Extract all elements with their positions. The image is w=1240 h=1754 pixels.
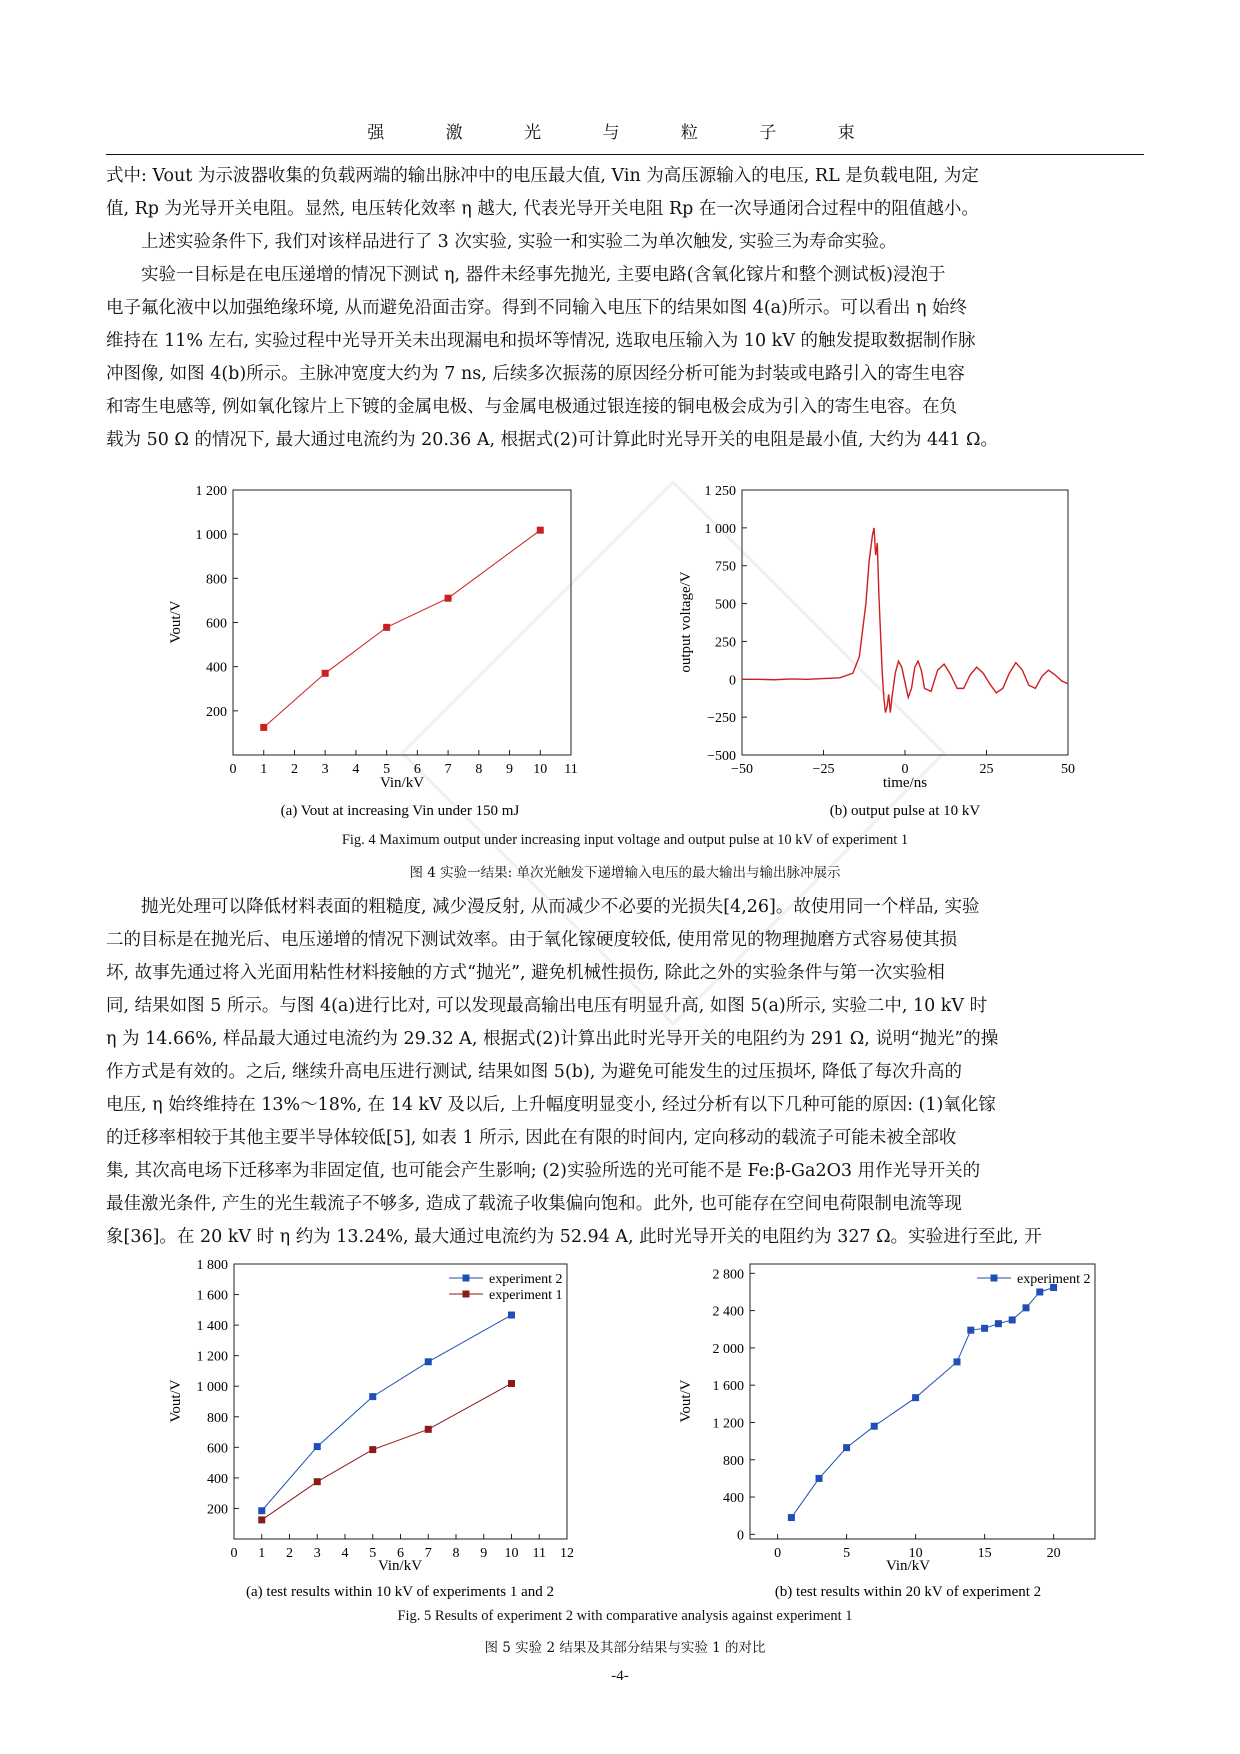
data-point — [425, 1358, 432, 1365]
series-line-1 — [262, 1315, 512, 1511]
p4-line: 二的目标是在抛光后、电压递增的情况下测试效率。由于氧化镓硬度较低, 使用常见的物理抛磨方式容易使其损 — [106, 930, 958, 950]
x-tick-label: 20 — [1046, 1546, 1061, 1561]
x-tick-label: 0 — [774, 1546, 782, 1561]
x-tick-label: 10 — [533, 762, 548, 777]
p4-line: 集, 其次高电场下迁移率为非固定值, 也可能会产生影响; (2)实验所选的光可能不是 Fe:β-Ga2O3 用作光导开关的 — [106, 1161, 981, 1181]
y-tick-label: 0 — [737, 1528, 744, 1544]
p4-line: 电压, η 始终维持在 13%～18%, 在 14 kV 及以后, 上升幅度明显变小, 经过分析有以下几种可能的原因: (1)氧化镓 — [106, 1095, 996, 1115]
x-tick-label: 5 — [383, 762, 391, 777]
fig5a-chart — [150, 1256, 600, 1601]
page-number: -4- — [611, 1668, 629, 1684]
y-tick-label: 750 — [715, 559, 736, 575]
p4-line: 的迁移率相较于其他主要半导体较低[5], 如表 1 所示, 因此在有限的时间内, 定向移动的载流子可能未被全部收 — [106, 1128, 957, 1148]
y-tick-label: 800 — [207, 1410, 228, 1426]
x-tick-label: 12 — [560, 1546, 574, 1561]
x-tick-label: 9 — [506, 762, 514, 777]
p4-line: 象[36]。在 20 kV 时 η 约为 13.24%, 最大通过电流约为 52.94 A, 此时光导开关的电阻约为 327 Ω。实验进行至此, 开 — [106, 1227, 1042, 1247]
paragraph-4 — [106, 891, 1144, 1254]
data-point — [1023, 1304, 1030, 1311]
fig4-caption-zh: 图 4 实验一结果: 单次光触发下递增输入电压的最大输出与输出脉冲展示 — [409, 865, 841, 881]
data-point — [260, 724, 267, 731]
fig5-caption-en: Fig. 5 Results of experiment 2 with comparative analysis against experiment 1 — [397, 1608, 853, 1624]
legend-marker — [991, 1275, 998, 1282]
x-tick-label: 6 — [413, 762, 421, 777]
data-point — [995, 1320, 1002, 1327]
data-point — [369, 1393, 376, 1400]
x-tick-label: 5 — [843, 1546, 851, 1561]
y-tick-label: 1 800 — [196, 1258, 228, 1273]
data-point — [508, 1380, 515, 1387]
y-tick-label: 600 — [207, 1441, 228, 1457]
paragraph-1 — [106, 160, 1144, 226]
p3-line: 载为 50 Ω 的情况下, 最大通过电流约为 20.36 A, 根据式(2)可计算此时光导开关的电阻是最小值, 大约为 441 Ω。 — [106, 430, 999, 450]
data-point — [445, 595, 452, 602]
fig5b-subcaption: (b) test results within 20 kV of experiment 2 — [774, 1584, 1042, 1600]
fig4a-subcaption: (a) Vout at increasing Vin under 150 mJ — [280, 803, 520, 819]
y-tick-label: 1 200 — [196, 1349, 228, 1365]
fig4a-xlabel: Vin/kV — [379, 775, 425, 791]
x-tick-label: 6 — [397, 1546, 404, 1561]
data-point — [383, 624, 390, 631]
p4-line: 同, 结果如图 5 所示。与图 4(a)进行比对, 可以发现最高输出电压有明显升高, 如图 5(a)所示, 实验二中, 10 kV 时 — [106, 996, 988, 1016]
series-line-1 — [264, 530, 541, 727]
y-tick-label: 1 000 — [195, 528, 227, 544]
y-tick-label: 1 600 — [196, 1288, 228, 1304]
x-tick-label: 11 — [564, 762, 578, 777]
data-point — [1009, 1316, 1016, 1323]
fig4-caption-en: Fig. 4 Maximum output under increasing input voltage and output pulse at 10 kV of experiment 1 — [341, 832, 909, 848]
x-tick-label: 10 — [908, 1546, 923, 1561]
x-tick-label: 5 — [369, 1546, 377, 1561]
x-tick-label: 4 — [352, 762, 360, 777]
data-point — [314, 1478, 321, 1485]
y-tick-label: 1 200 — [195, 484, 227, 499]
p3-line: 实验一目标是在电压递增的情况下测试 η, 器件未经事先抛光, 主要电路(含氧化镓片和整个测试板)浸泡于 — [141, 265, 946, 285]
header-rule — [106, 154, 1144, 155]
y-tick-label: 1 000 — [196, 1380, 228, 1396]
legend-label: experiment 2 — [489, 1272, 563, 1287]
y-tick-label: 200 — [206, 704, 227, 720]
x-tick-label: 11 — [532, 1546, 546, 1561]
data-point — [967, 1327, 974, 1334]
x-tick-label: 0 — [229, 762, 237, 777]
y-tick-label: 2 400 — [712, 1304, 744, 1320]
legend-label: experiment 2 — [1017, 1272, 1091, 1287]
p1-line: 式中: Vout 为示波器收集的负载两端的输出脉冲中的电压最大值, Vin 为高压源输入的电压, RL 是负载电阻, 为定 — [106, 166, 979, 186]
data-point — [258, 1516, 265, 1523]
data-point — [816, 1475, 823, 1482]
p4-line: η 为 14.66%, 样品最大通过电流约为 29.32 A, 根据式(2)计算出此时光导开关的电阻约为 291 Ω, 说明“抛光”的操 — [106, 1029, 999, 1049]
fig4a-chart — [150, 482, 590, 822]
x-tick-label: 8 — [475, 762, 483, 777]
data-point — [258, 1507, 265, 1514]
x-tick-label: 9 — [480, 1546, 488, 1561]
fig5a-ylabel: Vout/V — [168, 1379, 184, 1423]
x-tick-label: −25 — [812, 762, 835, 777]
data-point — [981, 1325, 988, 1332]
p4-line: 坏, 故事先通过将入光面用粘性材料接触的方式“抛光”, 避免机械性损伤, 除此之外的实验条件与第一次实验相 — [106, 963, 945, 983]
p4-line: 抛光处理可以降低材料表面的粗糙度, 减少漫反射, 从而减少不必要的光损失[4,26]。故使用同一个样品, 实验 — [141, 897, 980, 917]
x-tick-label: 3 — [321, 762, 329, 777]
x-tick-label: 1 — [258, 1546, 266, 1561]
p3-line: 和寄生电感等, 例如氧化镓片上下镀的金属电极、与金属电极通过银连接的铜电极会成为引入的寄生电容。在负 — [106, 397, 958, 417]
x-tick-label: 2 — [290, 762, 298, 777]
p1-line: 值, Rp 为光导开关电阻。显然, 电压转化效率 η 越大, 代表光导开关电阻 Rp 在一次导通闭合过程中的阻值越小。 — [106, 199, 979, 219]
journal-header: 强 激 光 与 粒 子 束 — [367, 123, 883, 143]
data-point — [954, 1358, 961, 1365]
y-tick-label: 1 200 — [712, 1416, 744, 1432]
p3-line: 冲图像, 如图 4(b)所示。主脉冲宽度大约为 7 ns, 后续多次振荡的原因经分析可能为封装或电路引入的寄生电容 — [106, 364, 965, 384]
data-point — [369, 1446, 376, 1453]
p4-line: 最佳激光条件, 产生的光生载流子不够多, 造成了载流子收集偏向饱和。此外, 也可能存在空间电荷限制电流等现 — [106, 1194, 962, 1214]
fig4b-subcaption: (b) output pulse at 10 kV — [829, 803, 981, 819]
x-tick-label: 7 — [444, 762, 452, 777]
x-tick-label: −50 — [731, 762, 753, 777]
fig5a-xlabel: Vin/kV — [377, 1558, 423, 1574]
paragraph-3 — [106, 259, 1144, 457]
p3-line: 维持在 11% 左右, 实验过程中光导开关未出现漏电和损坏等情况, 选取电压输入为 10 kV 的触发提取数据制作脉 — [106, 331, 976, 351]
x-tick-label: 1 — [260, 762, 268, 777]
y-tick-label: 500 — [715, 597, 736, 613]
data-point — [314, 1443, 321, 1450]
legend-label: experiment 1 — [489, 1288, 563, 1303]
series-line-1 — [742, 528, 1068, 713]
y-tick-label: 400 — [206, 660, 227, 676]
series-line-2 — [262, 1383, 512, 1519]
y-tick-label: 0 — [729, 673, 736, 689]
data-point — [537, 527, 544, 534]
y-tick-label: 1 000 — [704, 521, 736, 537]
y-tick-label: 1 400 — [196, 1319, 228, 1335]
y-tick-label: 200 — [207, 1502, 228, 1518]
y-tick-label: −500 — [707, 749, 736, 764]
p2-line: 上述实验条件下, 我们对该样品进行了 3 次实验, 实验一和实验二为单次触发, 实验三为寿命实验。 — [141, 232, 897, 252]
legend-marker — [463, 1291, 470, 1298]
data-point — [508, 1312, 515, 1319]
data-point — [843, 1444, 850, 1451]
x-tick-label: 0 — [230, 1546, 238, 1561]
x-tick-label: 2 — [286, 1546, 293, 1561]
data-point — [425, 1426, 432, 1433]
y-tick-label: 600 — [206, 616, 227, 632]
data-point — [788, 1514, 795, 1521]
x-tick-label: 10 — [504, 1546, 519, 1561]
fig4a-ylabel: Vout/V — [168, 600, 184, 644]
legend-marker — [463, 1275, 470, 1282]
x-tick-label: 3 — [313, 1546, 321, 1561]
x-tick-label: 0 — [901, 762, 909, 777]
y-tick-label: 800 — [206, 572, 227, 588]
data-point — [871, 1423, 878, 1430]
x-tick-label: 50 — [1061, 762, 1075, 777]
y-tick-label: 800 — [723, 1453, 744, 1469]
y-tick-label: 2 000 — [712, 1341, 744, 1357]
fig5b-xlabel: Vin/kV — [885, 1558, 931, 1574]
y-tick-label: 400 — [723, 1491, 744, 1507]
y-tick-label: 1 250 — [704, 484, 736, 499]
p4-line: 作方式是有效的。之后, 继续升高电压进行测试, 结果如图 5(b), 为避免可能发生的过压损坏, 降低了每次升高的 — [106, 1062, 963, 1082]
x-tick-label: 15 — [977, 1546, 992, 1561]
fig5-caption-zh: 图 5 实验 2 结果及其部分结果与实验 1 的对比 — [484, 1640, 766, 1656]
p3-line: 电子氟化液中以加强绝缘环境, 从而避免沿面击穿。得到不同输入电压下的结果如图 4(a)所示。可以看出 η 始终 — [106, 298, 968, 318]
fig4b-ylabel: output voltage/V — [678, 571, 694, 673]
x-tick-label: 25 — [979, 762, 994, 777]
data-point — [322, 670, 329, 677]
fig5a-subcaption: (a) test results within 10 kV of experiments 1 and 2 — [246, 1584, 554, 1600]
x-tick-label: 8 — [452, 1546, 460, 1561]
y-tick-label: −250 — [707, 711, 736, 727]
y-tick-label: 1 600 — [712, 1379, 744, 1395]
fig4b-chart — [660, 482, 1100, 822]
data-point — [912, 1394, 919, 1401]
x-tick-label: 4 — [341, 1546, 349, 1561]
y-tick-label: 400 — [207, 1471, 228, 1487]
x-tick-label: 7 — [424, 1546, 432, 1561]
y-tick-label: 2 800 — [712, 1267, 744, 1283]
fig5b-chart — [660, 1256, 1110, 1601]
fig4b-xlabel: time/ns — [882, 775, 928, 791]
fig5b-ylabel: Vout/V — [678, 1379, 694, 1423]
data-point — [1036, 1288, 1043, 1295]
paragraph-2 — [106, 226, 1144, 259]
y-tick-label: 250 — [715, 635, 736, 651]
